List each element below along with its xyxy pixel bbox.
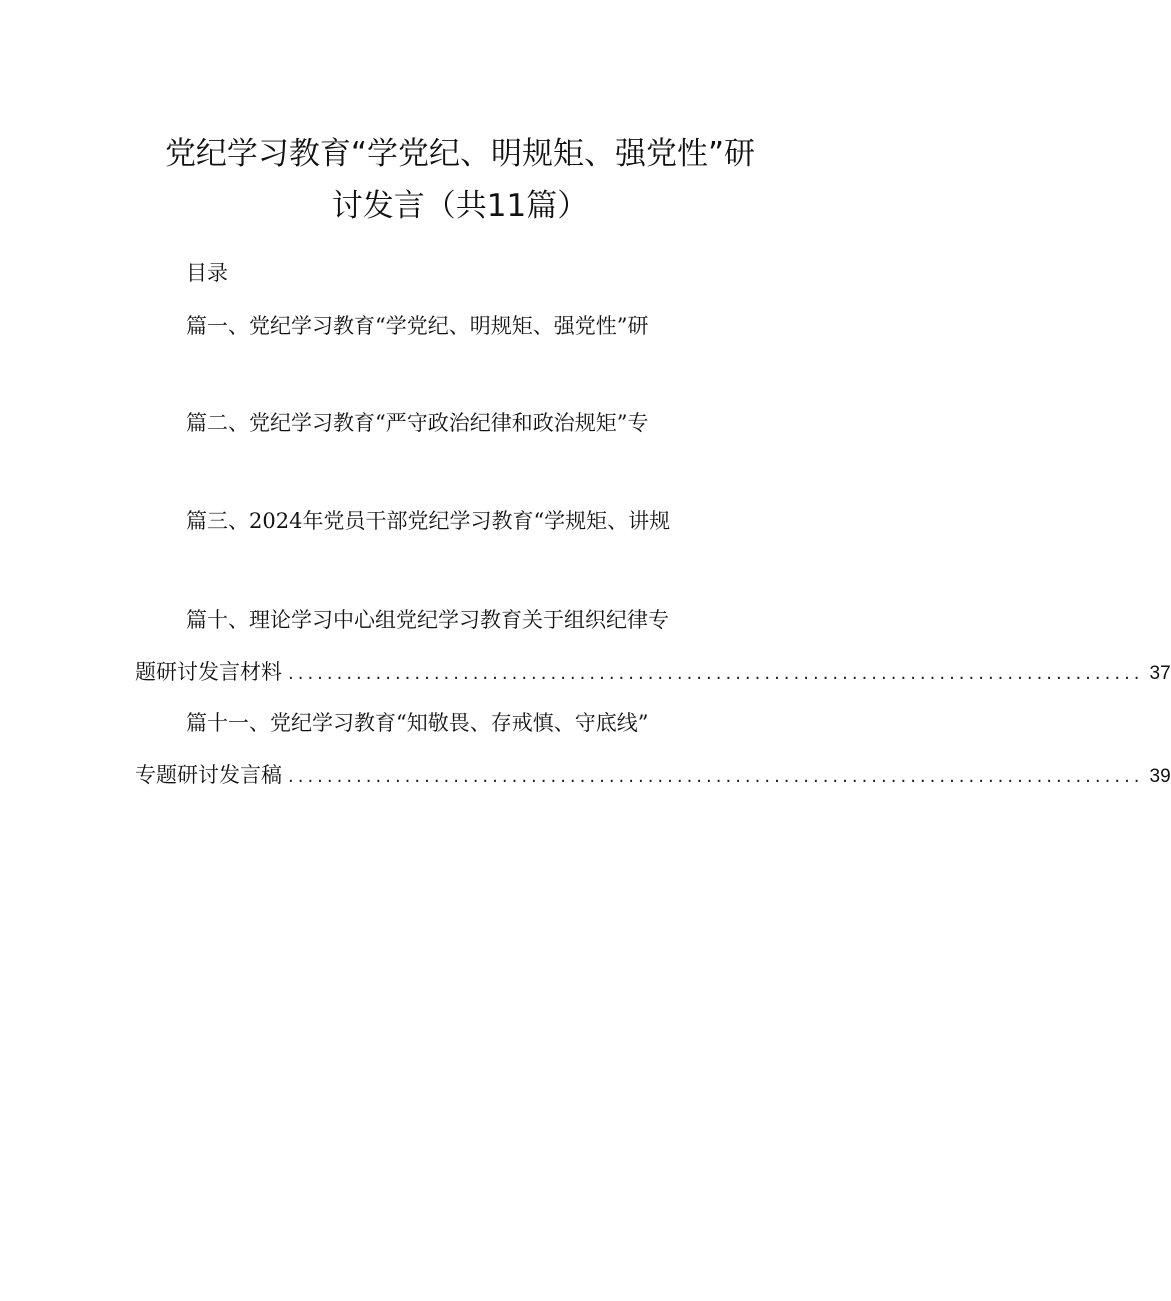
toc-entry-3[interactable]: 篇三、2024年党员干部党纪学习教育“学规矩、讲规 xyxy=(186,509,671,533)
leader-dots: ........................................................................................ xyxy=(288,766,1144,787)
toc-entry-11-title-cont: 专题研讨发言稿 xyxy=(135,763,282,787)
document-title-line-2: 讨发言（共11篇） xyxy=(331,188,589,224)
toc-entry-2[interactable]: 篇二、党纪学习教育“严守政治纪律和政治规矩”专 xyxy=(186,411,649,435)
toc-entry-11-page-number: 39 xyxy=(1149,766,1171,787)
leader-dots: ........................................................................................ xyxy=(288,663,1144,684)
toc-entry-11-line-2 xyxy=(135,760,1171,792)
toc-entry-10-line-1: 篇十、理论学习中心组党纪学习教育关于组织纪律专 xyxy=(186,608,669,632)
document-title-line-1: 党纪学习教育“学党纪、明规矩、强党性”研 xyxy=(164,136,756,172)
toc-entry-1[interactable]: 篇一、党纪学习教育“学党纪、明规矩、强党性”研 xyxy=(186,314,649,338)
toc-entry-11-line-1: 篇十一、党纪学习教育“知敬畏、存戒慎、守底线” xyxy=(186,711,649,735)
toc-entry-10-page-number: 37 xyxy=(1149,663,1171,684)
toc-heading: 目录 xyxy=(186,261,228,285)
toc-entry-10-title-cont: 题研讨发言材料 xyxy=(135,660,282,684)
toc-entry-10-line-2 xyxy=(135,657,1171,689)
